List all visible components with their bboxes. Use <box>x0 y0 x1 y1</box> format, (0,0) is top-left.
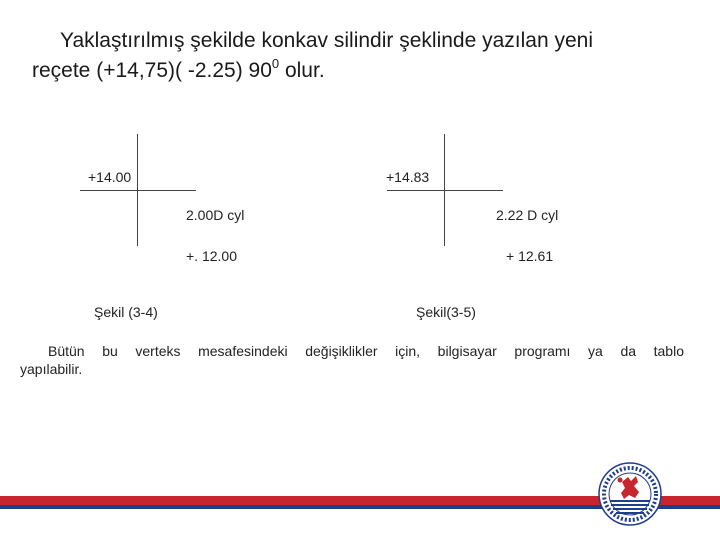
figure-left-horizontal-line <box>80 190 196 191</box>
heading-line-2-end: olur. <box>279 59 325 82</box>
figure-left-cyl-label: 2.00D cyl <box>186 207 245 223</box>
paragraph-line-2: yapılabilir. <box>20 361 83 377</box>
figure-right-sphere-label: +14.83 <box>386 169 430 185</box>
figure-left-caption: Şekil (3-4) <box>94 304 158 320</box>
slide-heading <box>32 26 712 86</box>
body-paragraph <box>20 342 684 378</box>
heading-prescription: reçete (+14,75)( -2.25) 90 <box>32 59 272 82</box>
figure-left-value-label: +. 12.00 <box>186 248 237 264</box>
figure-right-cyl-label: 2.22 D cyl <box>496 207 559 223</box>
figure-right-horizontal-line <box>387 190 503 191</box>
figure-right-caption: Şekil(3-5) <box>416 304 476 320</box>
figure-right-value-label: + 12.61 <box>506 248 554 264</box>
university-seal-icon <box>598 462 662 526</box>
degree-superscript: 0 <box>271 56 280 71</box>
heading-line-1: Yaklaştırılmış şekilde konkav silindir şeklinde yazılan yeni <box>60 29 593 52</box>
heading-line-2 <box>32 56 712 86</box>
figure-left-sphere-label: +14.00 <box>88 169 132 185</box>
paragraph-line-1: Bütün bu verteks mesafesindeki değişiklikler için, bilgisayar programı ya da tablo <box>48 343 684 359</box>
